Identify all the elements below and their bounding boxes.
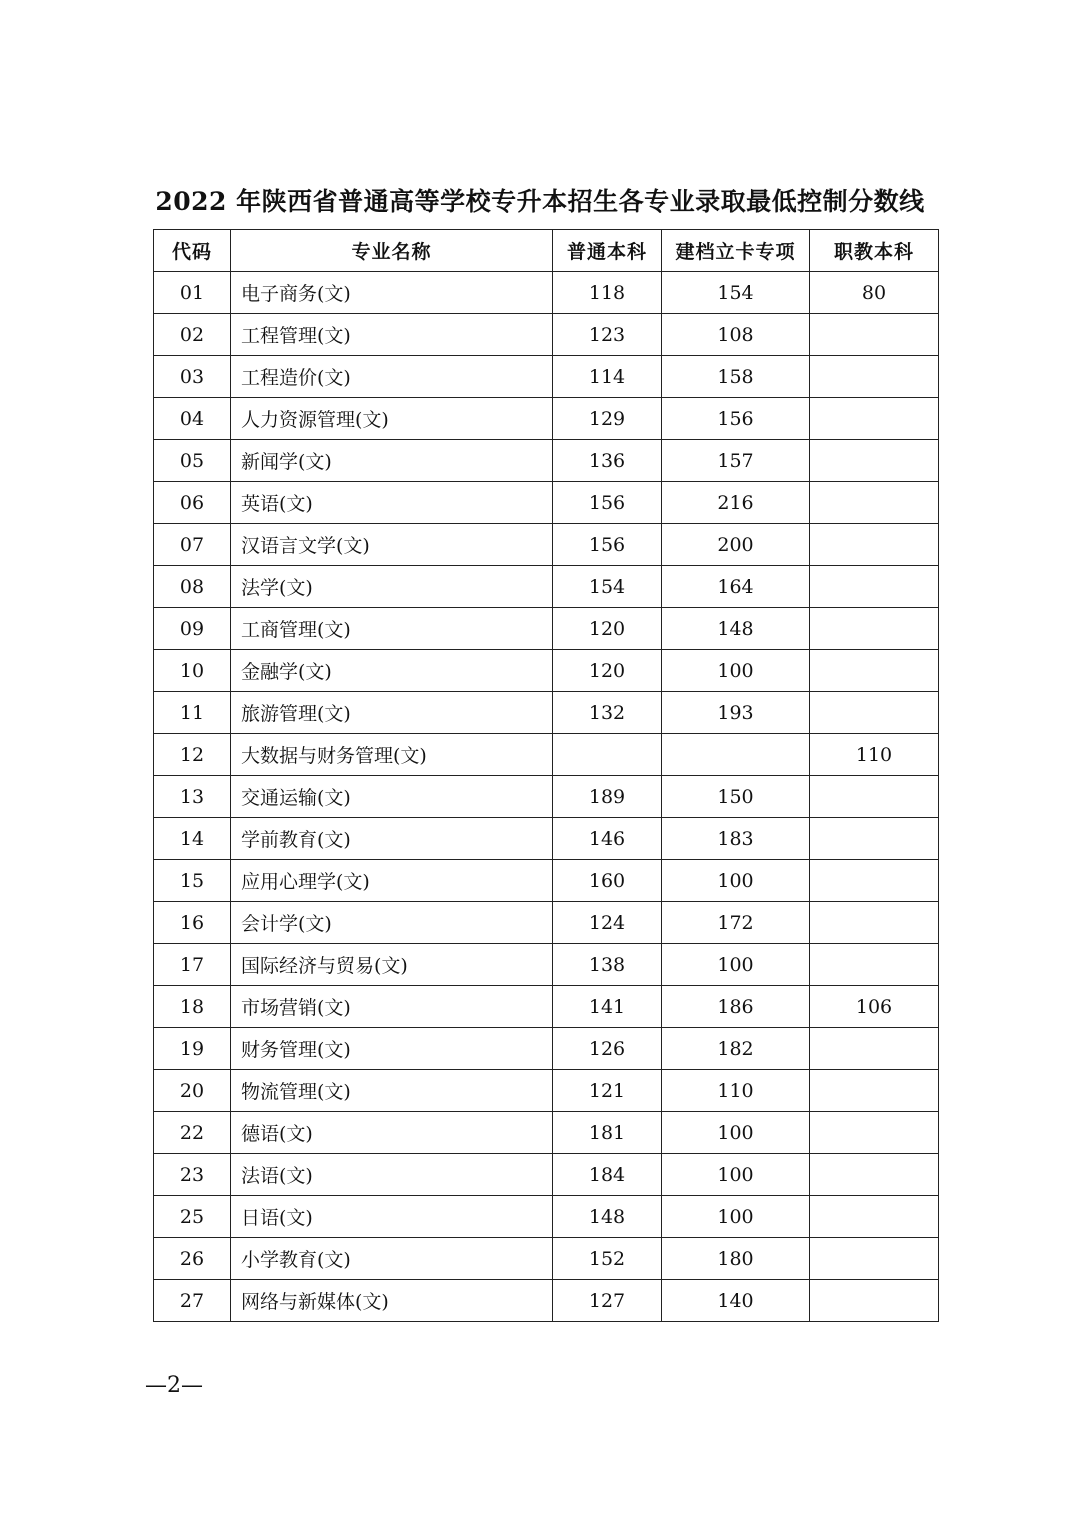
- table-row: [154, 272, 939, 314]
- table-row: [154, 1154, 939, 1196]
- cell-name: 会计学(文): [231, 902, 553, 944]
- table-header-row: [154, 230, 939, 272]
- cell-regular: 126: [553, 1028, 662, 1070]
- cell-name: 财务管理(文): [231, 1028, 553, 1070]
- cell-vocational: [810, 314, 939, 356]
- cell-poverty: 183: [662, 818, 810, 860]
- cell-regular: 121: [553, 1070, 662, 1112]
- cell-poverty: 140: [662, 1280, 810, 1322]
- cell-poverty: 182: [662, 1028, 810, 1070]
- cell-vocational: [810, 440, 939, 482]
- cell-name: 国际经济与贸易(文): [231, 944, 553, 986]
- table-row: [154, 482, 939, 524]
- table-row: [154, 818, 939, 860]
- cell-name: 交通运输(文): [231, 776, 553, 818]
- cell-vocational: [810, 650, 939, 692]
- cell-name: 工程管理(文): [231, 314, 553, 356]
- table-row: [154, 1196, 939, 1238]
- cell-vocational: [810, 356, 939, 398]
- header-name: 专业名称: [231, 230, 553, 272]
- cell-regular: 152: [553, 1238, 662, 1280]
- table-row: [154, 692, 939, 734]
- cell-regular: 148: [553, 1196, 662, 1238]
- cell-poverty: 158: [662, 356, 810, 398]
- cell-poverty: 110: [662, 1070, 810, 1112]
- cell-regular: 132: [553, 692, 662, 734]
- cell-poverty: 100: [662, 650, 810, 692]
- cell-code: 11: [154, 692, 231, 734]
- cell-vocational: [810, 1238, 939, 1280]
- cell-code: 23: [154, 1154, 231, 1196]
- cell-poverty: 164: [662, 566, 810, 608]
- cell-name: 法语(文): [231, 1154, 553, 1196]
- cell-vocational: [810, 818, 939, 860]
- cell-vocational: [810, 944, 939, 986]
- cell-vocational: [810, 566, 939, 608]
- cell-poverty: 100: [662, 1112, 810, 1154]
- cell-poverty: 157: [662, 440, 810, 482]
- cell-vocational: 80: [810, 272, 939, 314]
- cell-poverty: 150: [662, 776, 810, 818]
- cell-regular: 138: [553, 944, 662, 986]
- cell-vocational: 106: [810, 986, 939, 1028]
- cell-regular: 136: [553, 440, 662, 482]
- table-row: [154, 440, 939, 482]
- cell-name: 电子商务(文): [231, 272, 553, 314]
- cell-vocational: [810, 1196, 939, 1238]
- table-row: [154, 944, 939, 986]
- table-row: [154, 1238, 939, 1280]
- header-code: 代码: [154, 230, 231, 272]
- cell-vocational: [810, 608, 939, 650]
- cell-name: 新闻学(文): [231, 440, 553, 482]
- cell-regular: 129: [553, 398, 662, 440]
- cell-code: 27: [154, 1280, 231, 1322]
- cell-name: 物流管理(文): [231, 1070, 553, 1112]
- cell-poverty: 172: [662, 902, 810, 944]
- cell-code: 25: [154, 1196, 231, 1238]
- cell-poverty: 193: [662, 692, 810, 734]
- cell-name: 工程造价(文): [231, 356, 553, 398]
- cell-regular: 146: [553, 818, 662, 860]
- cell-code: 20: [154, 1070, 231, 1112]
- cell-regular: 156: [553, 482, 662, 524]
- cell-poverty: 186: [662, 986, 810, 1028]
- cell-regular: [553, 734, 662, 776]
- cell-name: 旅游管理(文): [231, 692, 553, 734]
- document-title: 2022 年陕西省普通高等学校专升本招生各专业录取最低控制分数线: [155, 187, 925, 216]
- cell-code: 16: [154, 902, 231, 944]
- table-row: [154, 860, 939, 902]
- cell-vocational: [810, 692, 939, 734]
- cell-poverty: 100: [662, 860, 810, 902]
- cell-code: 02: [154, 314, 231, 356]
- cell-code: 13: [154, 776, 231, 818]
- header-regular: 普通本科: [553, 230, 662, 272]
- cell-regular: 127: [553, 1280, 662, 1322]
- cell-code: 07: [154, 524, 231, 566]
- table-row: [154, 566, 939, 608]
- cell-name: 汉语言文学(文): [231, 524, 553, 566]
- table-row: [154, 776, 939, 818]
- cell-code: 09: [154, 608, 231, 650]
- cell-name: 人力资源管理(文): [231, 398, 553, 440]
- cell-regular: 120: [553, 608, 662, 650]
- table-row: [154, 1028, 939, 1070]
- cell-code: 26: [154, 1238, 231, 1280]
- cell-poverty: 154: [662, 272, 810, 314]
- cell-code: 04: [154, 398, 231, 440]
- cell-poverty: [662, 734, 810, 776]
- cell-poverty: 200: [662, 524, 810, 566]
- score-table: [153, 229, 939, 1322]
- cell-poverty: 216: [662, 482, 810, 524]
- table-row: [154, 1112, 939, 1154]
- cell-vocational: [810, 1112, 939, 1154]
- header-vocational: 职教本科: [810, 230, 939, 272]
- cell-vocational: [810, 776, 939, 818]
- cell-regular: 184: [553, 1154, 662, 1196]
- header-poverty: 建档立卡专项: [662, 230, 810, 272]
- cell-name: 应用心理学(文): [231, 860, 553, 902]
- cell-name: 日语(文): [231, 1196, 553, 1238]
- cell-name: 法学(文): [231, 566, 553, 608]
- table-body: [154, 272, 939, 1322]
- cell-vocational: [810, 1154, 939, 1196]
- cell-vocational: [810, 398, 939, 440]
- table-row: [154, 314, 939, 356]
- table-row: [154, 356, 939, 398]
- cell-name: 德语(文): [231, 1112, 553, 1154]
- cell-poverty: 100: [662, 1196, 810, 1238]
- cell-regular: 189: [553, 776, 662, 818]
- cell-vocational: 110: [810, 734, 939, 776]
- cell-code: 12: [154, 734, 231, 776]
- cell-code: 17: [154, 944, 231, 986]
- cell-regular: 118: [553, 272, 662, 314]
- cell-regular: 141: [553, 986, 662, 1028]
- table-row: [154, 1070, 939, 1112]
- cell-poverty: 156: [662, 398, 810, 440]
- cell-name: 英语(文): [231, 482, 553, 524]
- cell-vocational: [810, 1028, 939, 1070]
- cell-code: 15: [154, 860, 231, 902]
- cell-poverty: 100: [662, 944, 810, 986]
- cell-vocational: [810, 524, 939, 566]
- cell-name: 小学教育(文): [231, 1238, 553, 1280]
- cell-code: 03: [154, 356, 231, 398]
- cell-regular: 160: [553, 860, 662, 902]
- cell-name: 市场营销(文): [231, 986, 553, 1028]
- cell-code: 06: [154, 482, 231, 524]
- cell-regular: 120: [553, 650, 662, 692]
- cell-code: 01: [154, 272, 231, 314]
- table-row: [154, 902, 939, 944]
- cell-code: 18: [154, 986, 231, 1028]
- cell-poverty: 100: [662, 1154, 810, 1196]
- table-row: [154, 608, 939, 650]
- cell-name: 金融学(文): [231, 650, 553, 692]
- cell-name: 网络与新媒体(文): [231, 1280, 553, 1322]
- cell-code: 22: [154, 1112, 231, 1154]
- cell-regular: 123: [553, 314, 662, 356]
- cell-vocational: [810, 860, 939, 902]
- cell-regular: 124: [553, 902, 662, 944]
- cell-poverty: 108: [662, 314, 810, 356]
- cell-code: 05: [154, 440, 231, 482]
- table-row: [154, 1280, 939, 1322]
- cell-code: 19: [154, 1028, 231, 1070]
- table-row: [154, 986, 939, 1028]
- cell-name: 工商管理(文): [231, 608, 553, 650]
- table-row: [154, 734, 939, 776]
- cell-name: 学前教育(文): [231, 818, 553, 860]
- table-row: [154, 524, 939, 566]
- table-row: [154, 650, 939, 692]
- cell-vocational: [810, 1280, 939, 1322]
- cell-regular: 114: [553, 356, 662, 398]
- cell-vocational: [810, 482, 939, 524]
- page-number: —2—: [145, 1373, 203, 1398]
- cell-code: 14: [154, 818, 231, 860]
- cell-regular: 181: [553, 1112, 662, 1154]
- cell-regular: 156: [553, 524, 662, 566]
- cell-vocational: [810, 902, 939, 944]
- cell-code: 08: [154, 566, 231, 608]
- cell-code: 10: [154, 650, 231, 692]
- table-row: [154, 398, 939, 440]
- cell-poverty: 180: [662, 1238, 810, 1280]
- cell-regular: 154: [553, 566, 662, 608]
- cell-vocational: [810, 1070, 939, 1112]
- cell-name: 大数据与财务管理(文): [231, 734, 553, 776]
- cell-poverty: 148: [662, 608, 810, 650]
